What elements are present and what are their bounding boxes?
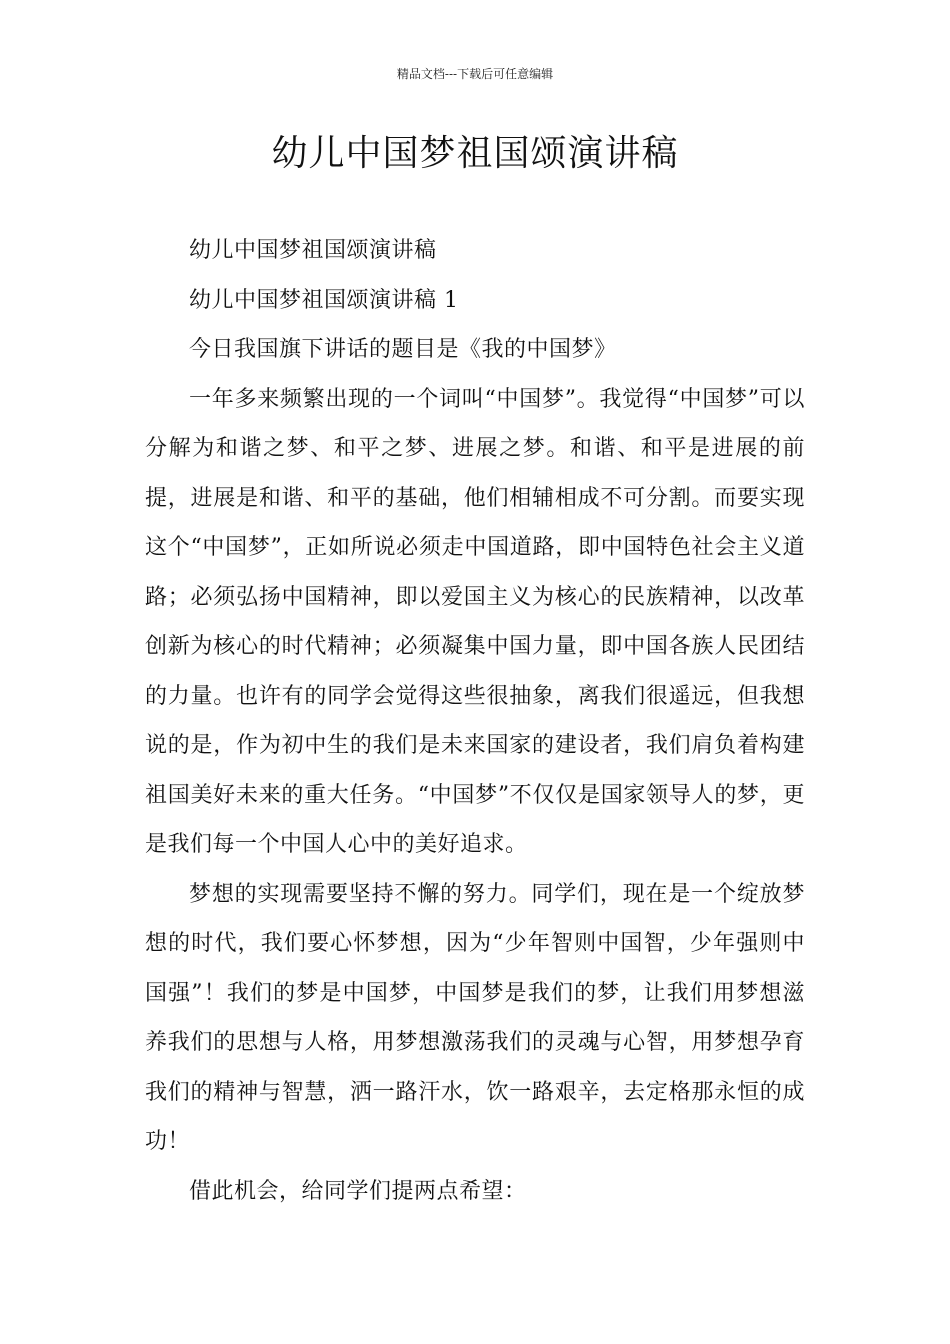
paragraph-body: 一年多来频繁出现的一个词叫“中国梦”。我觉得“中国梦”可以分解为和谐之梦、和平之梦、进展之梦。和谐、和平是进展的前提，进展是和谐、和平的基础，他们相辅相成不可分割。而要实现这个“中国梦”，正如所说必须走中国道路，即中国特色社会主义道路；必须弘扬中国精神，即以爱国主义为核心的民族精神，以改革创新为核心的时代精神；必须凝集中国力量，即中国各族人民团结的力量。也许有的同学会觉得这些很抽象，离我们很遥远，但我想说的是，作为初中生的我们是未来国家的建设者，我们肩负着构建祖国美好未来的重大任务。“中国梦”不仅仅是国家领导人的梦，更是我们每一个中国人心中的美好追求。 [145,386,805,857]
paragraph-topic: 今日我国旗下讲话的题目是《我的中国梦》 [189,337,617,362]
header-note: 精品文档---下载后可任意编辑 [396,67,554,81]
document-body [145,226,805,1216]
document-title: 幼儿中国梦祖国颂演讲稿 [271,133,679,174]
paragraph-subtitle: 幼儿中国梦祖国颂演讲稿 [189,238,437,263]
paragraph-section-heading: 幼儿中国梦祖国颂演讲稿 1 [189,287,459,313]
paragraph-body: 梦想的实现需要坚持不懈的努力。同学们，现在是一个绽放梦想的时代，我们要心怀梦想，因为“少年智则中国智，少年强则中国强”！我们的梦是中国梦，中国梦是我们的梦，让我们用梦想滋养我们的思想与人格，用梦想激荡我们的灵魂与心智，用梦想孕育我们的精神与智慧，洒一路汗水，饮一路艰辛，去定格那永恒的成功！ [145,881,805,1154]
paragraph-body: 借此机会，给同学们提两点希望： [189,1178,527,1204]
